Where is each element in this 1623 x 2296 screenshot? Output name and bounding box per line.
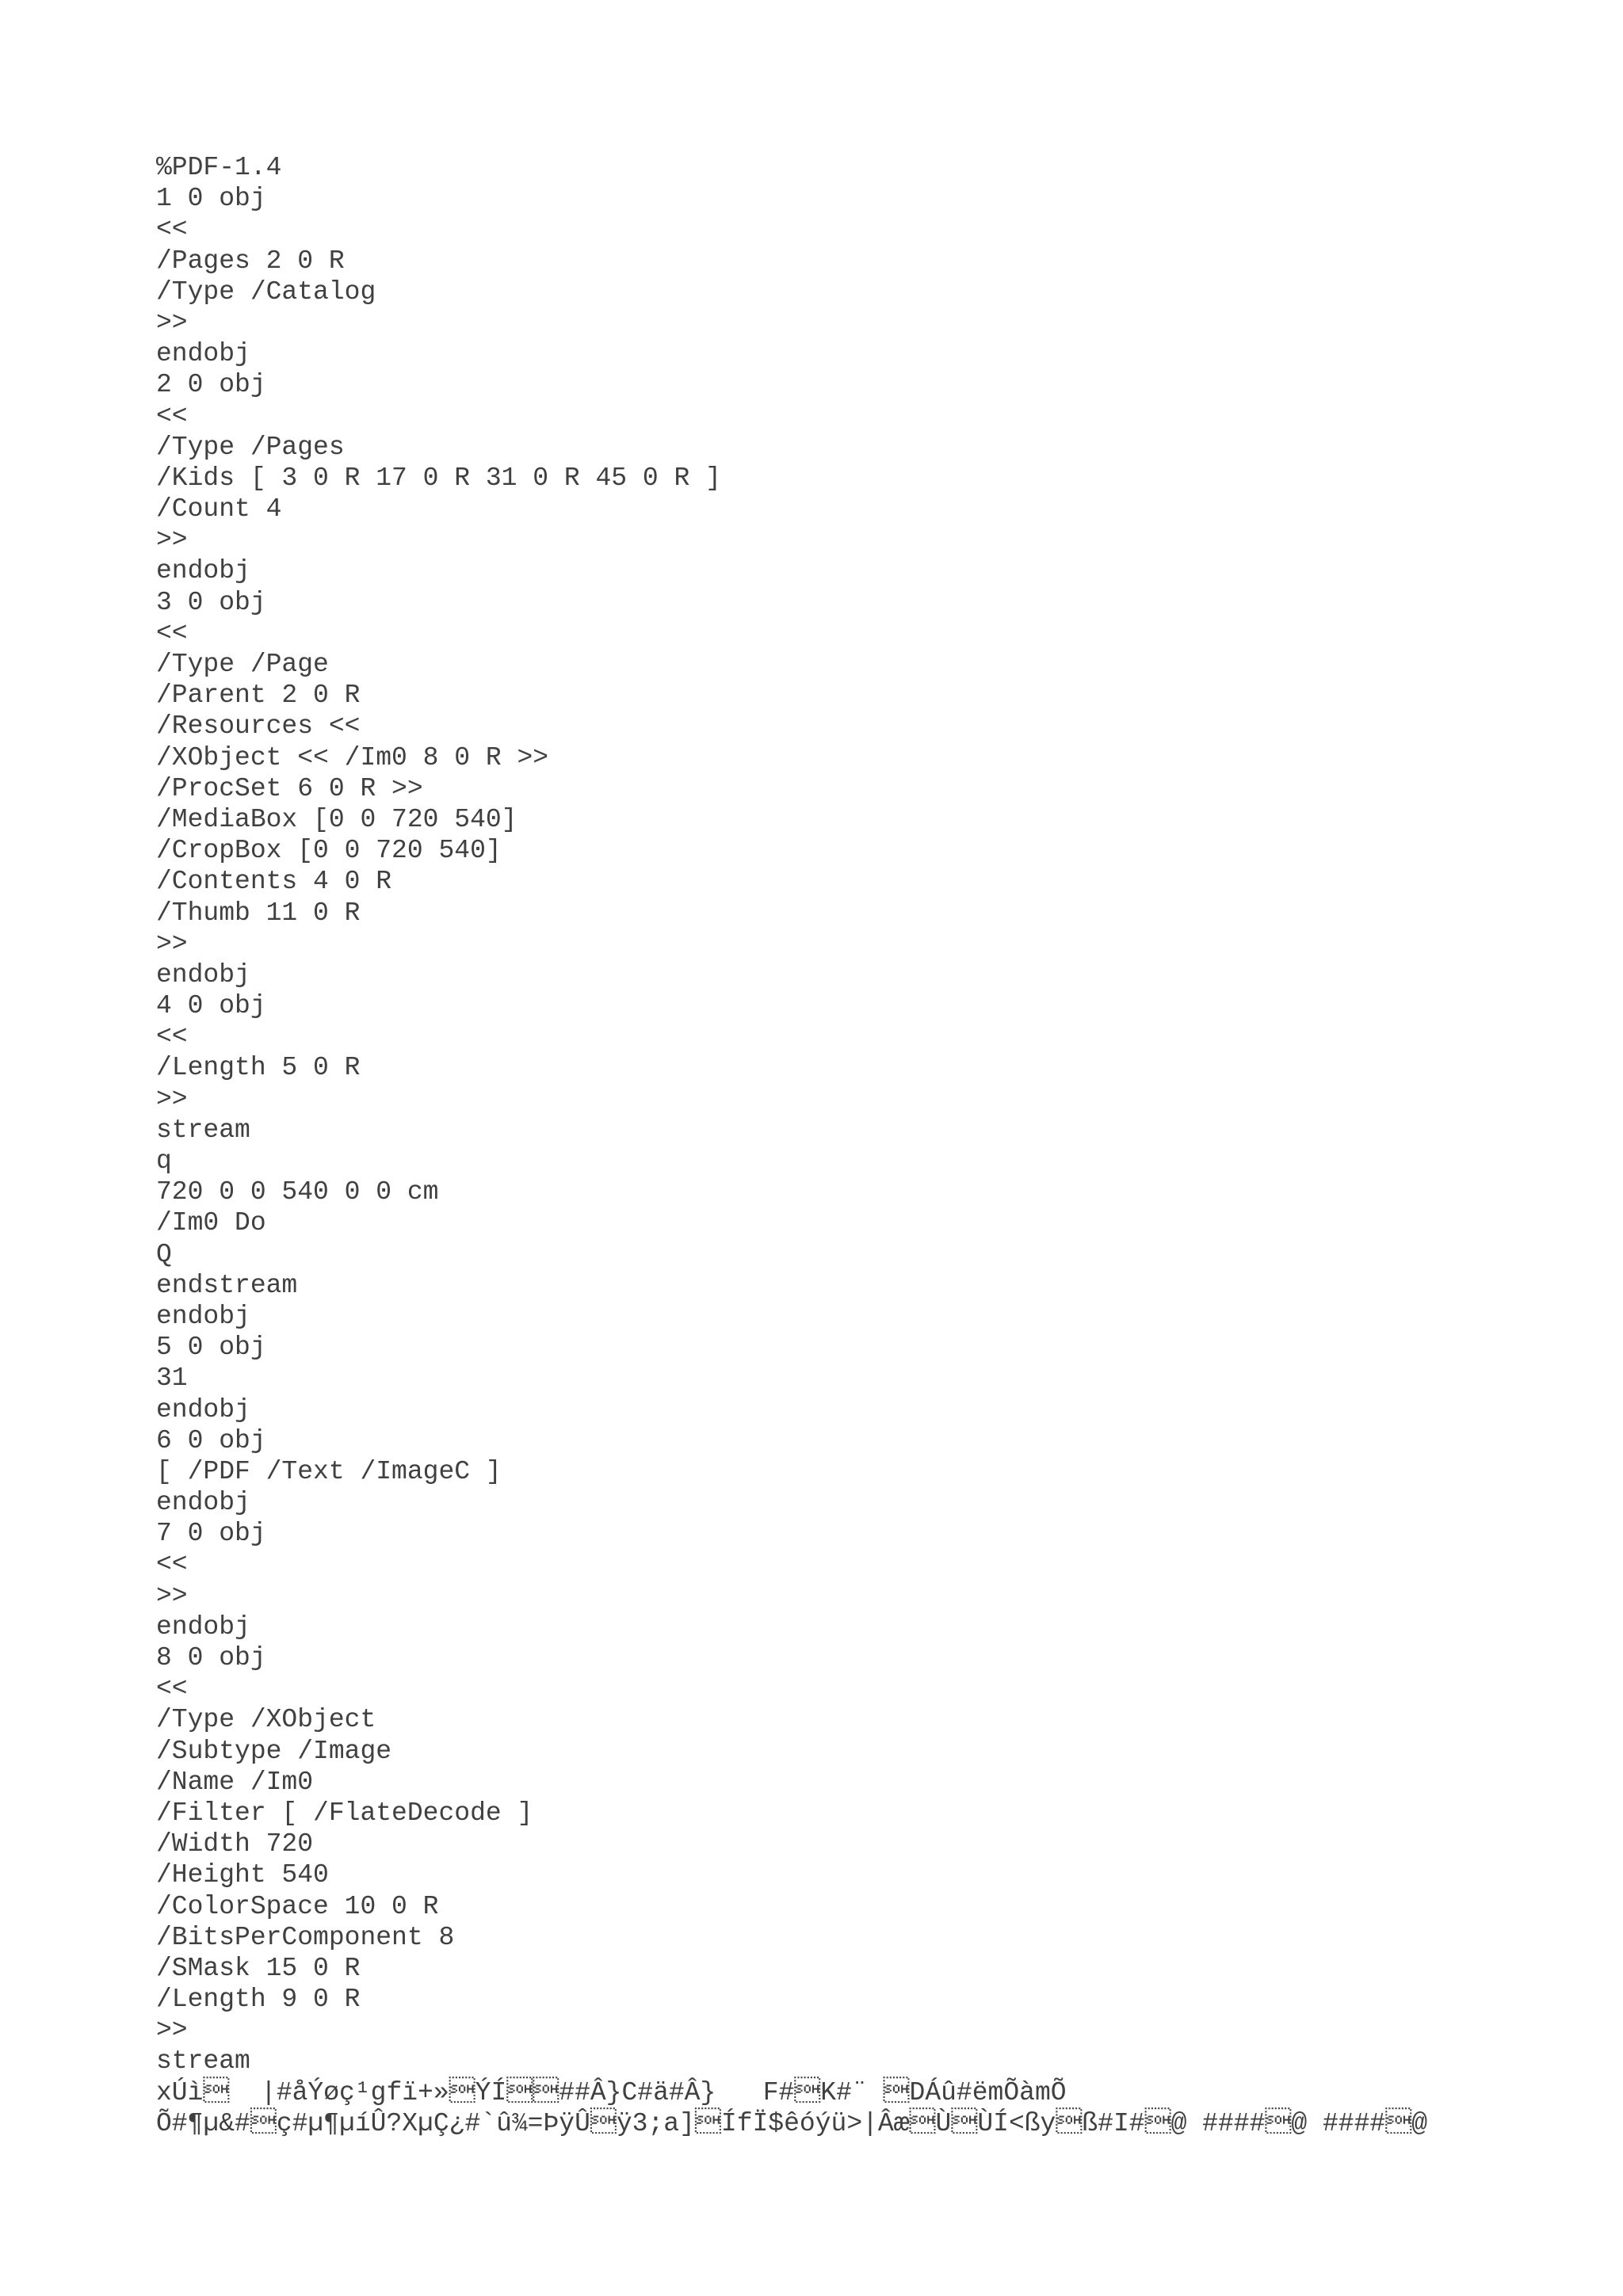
text-line: 1 0 obj: [156, 184, 266, 214]
text-line: /Type /XObject: [156, 1705, 376, 1735]
text-line: 8 0 obj: [156, 1643, 266, 1672]
text-line: [ /PDF /Text /ImageC ]: [156, 1456, 502, 1486]
text-line: >>: [156, 525, 188, 555]
text-line: >>: [156, 929, 188, 959]
text-line: q: [156, 1146, 172, 1176]
text-line: /CropBox [0 0 720 540]: [156, 836, 502, 866]
text-line: /Count 4: [156, 494, 282, 524]
text-line: Q: [156, 1239, 172, 1269]
text-line: stream: [156, 2046, 250, 2077]
text-line: 31: [156, 1363, 188, 1394]
text-line: /BitsPerComponent 8: [156, 1922, 455, 1952]
text-line: >>: [156, 2016, 188, 2046]
text-line: /Contents 4 0 R: [156, 867, 392, 897]
text-line: Õ#¶µ&#ç#µ¶µíÛ?XµÇ¿#`û¾=ÞÿÛÿ3;a]ÍfÏ$êóýü>|ÂæÙÙÍ<ßyß#I#@ ####@ ####@: [156, 2108, 1428, 2138]
text-line: 6 0 obj: [156, 1425, 266, 1455]
text-line: /Im0 Do: [156, 1208, 266, 1238]
text-line: 5 0 obj: [156, 1333, 266, 1363]
text-line: stream: [156, 1115, 250, 1145]
text-line: /Resources <<: [156, 711, 361, 742]
text-line: <<: [156, 1022, 188, 1052]
text-line: <<: [156, 215, 188, 245]
text-line: endobj: [156, 1394, 250, 1425]
text-line: /Kids [ 3 0 R 17 0 R 31 0 R 45 0 R ]: [156, 463, 721, 493]
text-line: endobj: [156, 1488, 250, 1518]
text-line: 720 0 0 540 0 0 cm: [156, 1177, 439, 1207]
text-line: /Filter [ /FlateDecode ]: [156, 1798, 533, 1828]
text-line: endobj: [156, 959, 250, 990]
text-line: /Length 9 0 R: [156, 1985, 361, 2015]
text-line: /SMask 15 0 R: [156, 1953, 361, 1983]
text-line: /Parent 2 0 R: [156, 681, 361, 711]
text-line: /ProcSet 6 0 R >>: [156, 773, 423, 803]
text-line: /Type /Page: [156, 650, 329, 679]
text-line: /Thumb 11 0 R: [156, 898, 361, 928]
text-line: >>: [156, 307, 188, 338]
text-line: /ColorSpace 10 0 R: [156, 1891, 439, 1921]
text-line: /Pages 2 0 R: [156, 246, 345, 276]
text-line: >>: [156, 1084, 188, 1114]
text-line: /Type /Pages: [156, 432, 345, 462]
text-line: /Type /Catalog: [156, 277, 376, 307]
text-line: <<: [156, 618, 188, 648]
pdf-source-text: [156, 152, 1583, 2139]
text-line: xÚì |#åÝøç¹gfï+»ÝÍ##Â}C#ä#Â} F#K#¨ DÁû#ëmÕàmÕ: [156, 2077, 1067, 2107]
text-line: /XObject << /Im0 8 0 R >>: [156, 742, 549, 772]
text-line: endobj: [156, 1301, 250, 1331]
text-line: /Name /Im0: [156, 1767, 314, 1797]
text-line: <<: [156, 401, 188, 431]
text-line: endobj: [156, 1611, 250, 1642]
text-line: /MediaBox [0 0 720 540]: [156, 804, 517, 834]
text-line: endstream: [156, 1270, 298, 1300]
text-line: /Subtype /Image: [156, 1736, 392, 1766]
text-line: /Length 5 0 R: [156, 1053, 361, 1083]
text-line: endobj: [156, 339, 250, 369]
text-line: %PDF-1.4: [156, 153, 282, 182]
text-line: /Height 540: [156, 1860, 329, 1890]
text-line: 4 0 obj: [156, 991, 266, 1021]
text-line: 2 0 obj: [156, 370, 266, 400]
text-line: 3 0 obj: [156, 587, 266, 617]
text-line: 7 0 obj: [156, 1519, 266, 1549]
text-line: <<: [156, 1674, 188, 1704]
text-line: >>: [156, 1581, 188, 1611]
text-line: endobj: [156, 556, 250, 586]
text-line: <<: [156, 1550, 188, 1580]
text-line: /Width 720: [156, 1829, 314, 1859]
